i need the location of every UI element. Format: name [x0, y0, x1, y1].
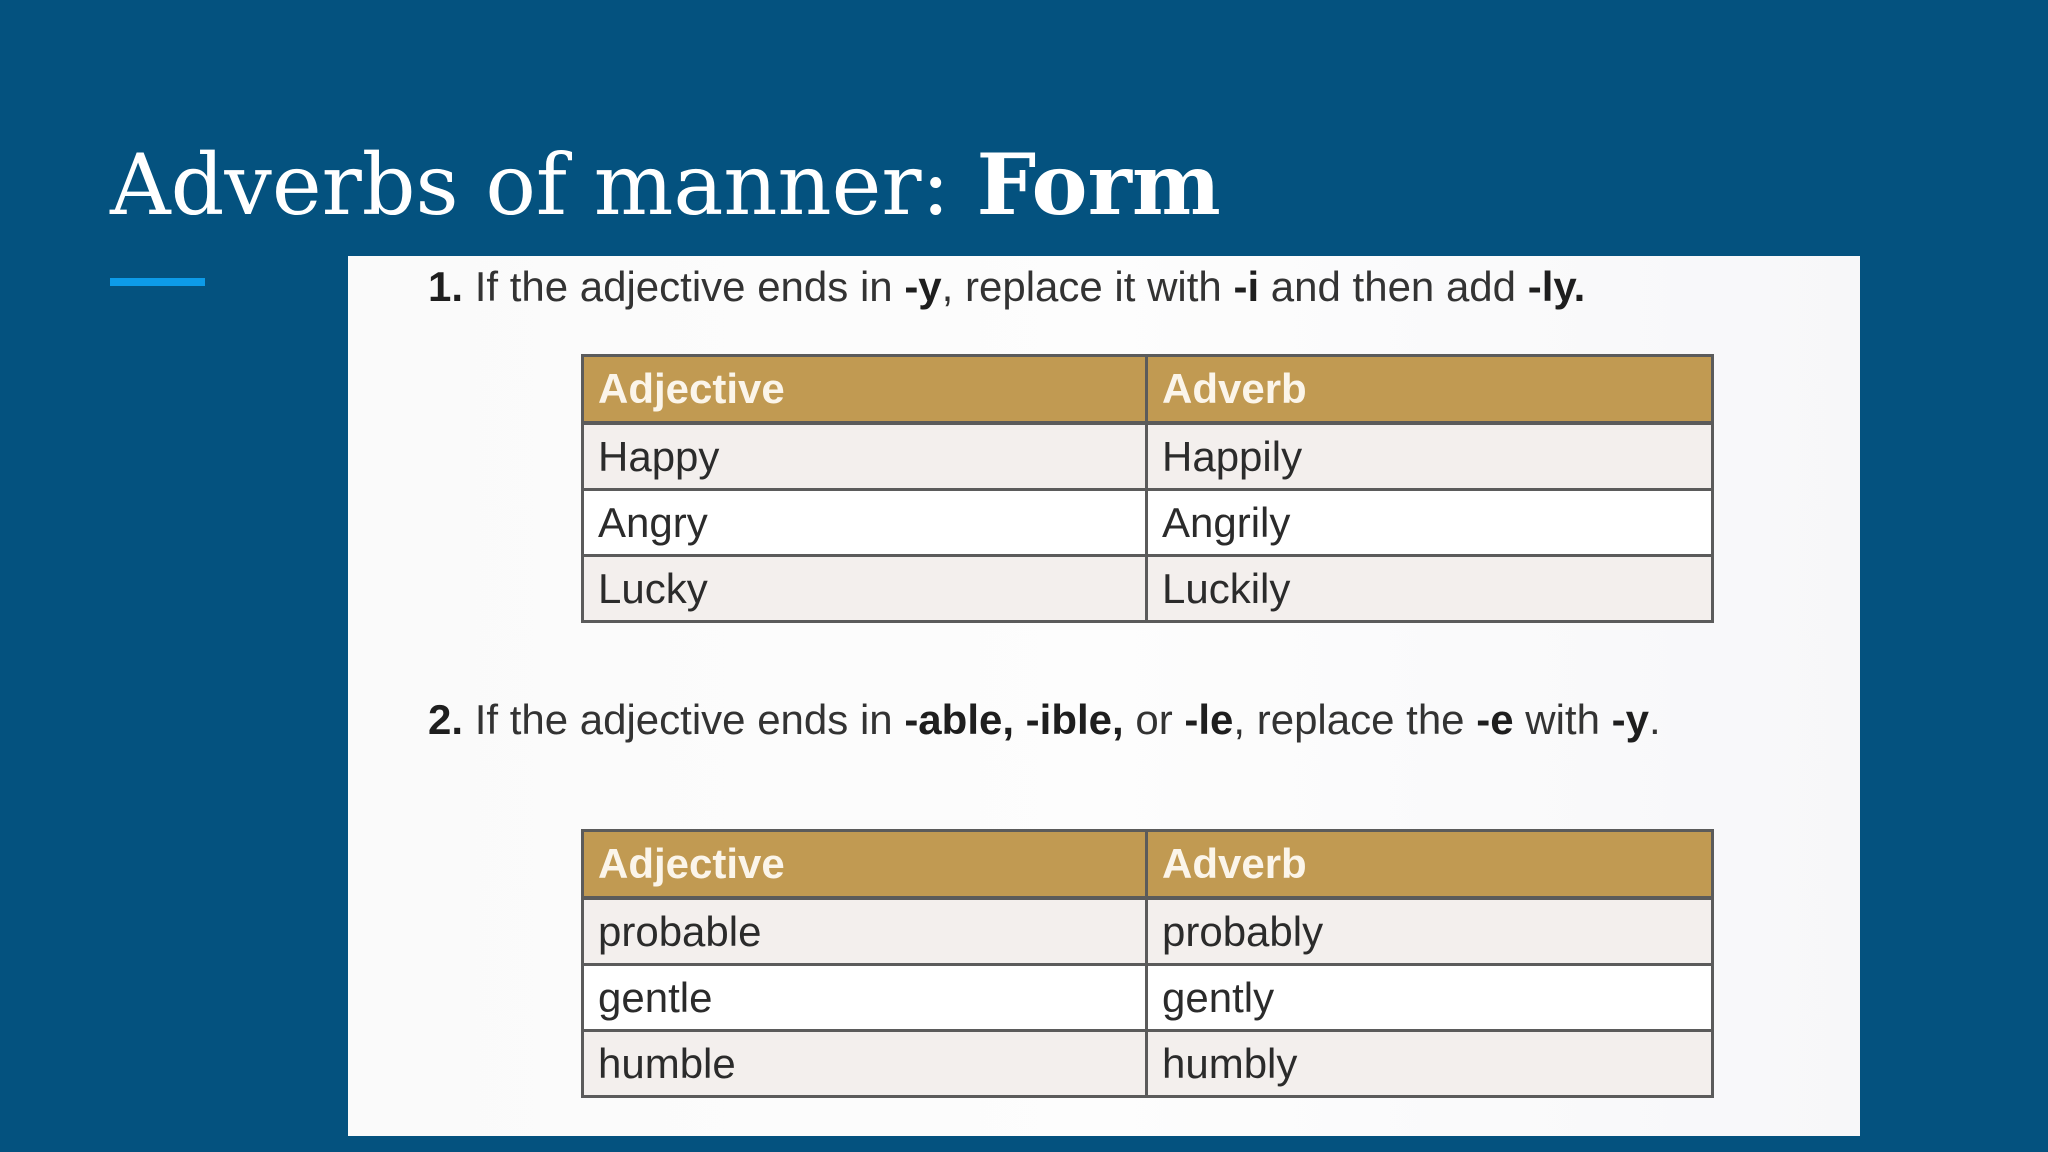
rule-1-text-c: and then add: [1259, 263, 1528, 310]
table-cell: gently: [1147, 965, 1713, 1031]
table-header-cell: Adjective: [583, 356, 1147, 424]
rule-2-term-e: -e: [1476, 696, 1514, 743]
table-row: [583, 423, 1713, 490]
table-header-cell: Adverb: [1147, 356, 1713, 424]
content-image: [348, 256, 1860, 1136]
rule-1-text-a: If the adjective ends in: [463, 263, 905, 310]
rule-2-text-b: or: [1123, 696, 1185, 743]
table-1: [581, 354, 1714, 623]
title-accent-rule: [110, 278, 205, 286]
rule-2-text-d: with: [1513, 696, 1612, 743]
rule-2-number: 2.: [428, 696, 464, 743]
rule-2-text-e: .: [1648, 696, 1661, 743]
table-cell: probably: [1147, 898, 1713, 965]
rule-1-term-i: -i: [1233, 263, 1260, 310]
rule-2-text-a: If the adjective ends in: [463, 696, 905, 743]
rule-2-text-c: , replace the: [1233, 696, 1477, 743]
table-header-row: [583, 831, 1713, 899]
rule-2: [428, 694, 1661, 746]
table-cell: Luckily: [1147, 556, 1713, 622]
table-cell: Angrily: [1147, 490, 1713, 556]
table-cell: Happily: [1147, 423, 1713, 490]
rule-1-number: 1.: [428, 263, 464, 310]
table-cell: probable: [583, 898, 1147, 965]
table-row: [583, 1031, 1713, 1097]
table-header-cell: Adverb: [1147, 831, 1713, 899]
title-text: Adverbs of manner:: [110, 136, 950, 234]
table-row: [583, 965, 1713, 1031]
table-header-row: [583, 356, 1713, 424]
table-cell: humbly: [1147, 1031, 1713, 1097]
table-row: [583, 898, 1713, 965]
rule-2-term-le: -le: [1184, 696, 1234, 743]
table-cell: humble: [583, 1031, 1147, 1097]
rule-1-text-b: , replace it with: [941, 263, 1234, 310]
slide-title: [110, 130, 1221, 240]
rule-2-terms: -able, -ible,: [904, 696, 1124, 743]
rule-1-term-y: -y: [904, 263, 942, 310]
table-2: [581, 829, 1714, 1098]
table-cell: Happy: [583, 423, 1147, 490]
table-header-cell: Adjective: [583, 831, 1147, 899]
table-cell: gentle: [583, 965, 1147, 1031]
table-cell: Lucky: [583, 556, 1147, 622]
rule-1-term-ly: -ly.: [1527, 263, 1586, 310]
title-bold-text: Form: [976, 135, 1221, 234]
table-row: [583, 490, 1713, 556]
table-cell: Angry: [583, 490, 1147, 556]
rule-2-term-y: -y: [1611, 696, 1649, 743]
rule-1: [428, 261, 1585, 313]
table-row: [583, 556, 1713, 622]
